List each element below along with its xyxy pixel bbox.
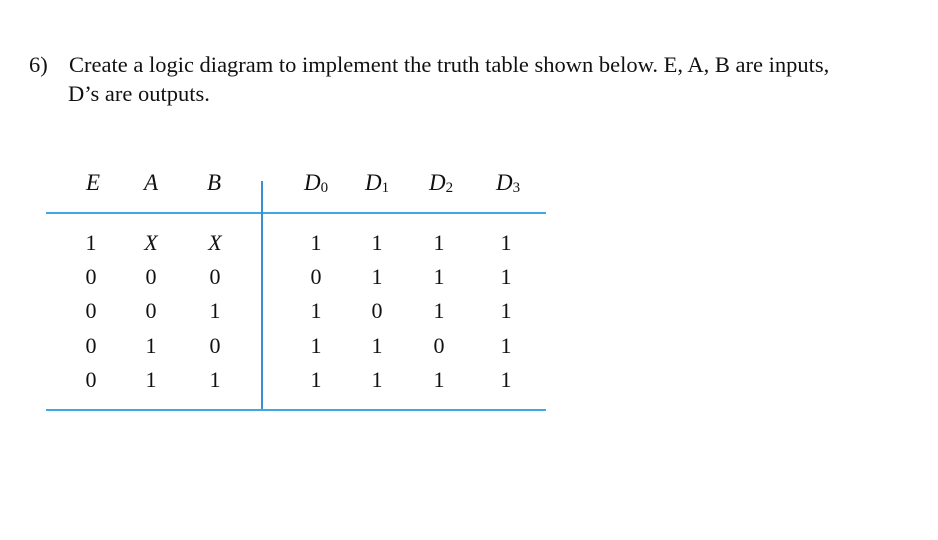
header-d0-letter: D [303,170,321,195]
header-d1 [365,171,389,198]
header-d3 [496,171,520,198]
row-3-e: 0 [85,333,97,358]
header-d3-letter: D [495,170,513,195]
row-4-d2: 1 [433,367,445,392]
row-4-d3: 1 [500,367,512,392]
row-0-d3: 1 [500,230,512,255]
row-2-b: 1 [209,298,221,323]
header-d2-letter: D [428,170,446,195]
row-0-b: X [208,230,222,255]
row-2-d0: 1 [310,298,322,323]
row-4-e: 0 [85,367,97,392]
header-d2-subscript: 2 [445,180,454,196]
row-1-d0: 0 [310,264,322,289]
header-d1-letter: D [364,170,382,195]
row-0-a: X [144,230,158,255]
row-4-d0: 1 [310,367,322,392]
row-3-d1: 1 [371,333,383,358]
row-2-d2: 1 [433,298,445,323]
row-1-b: 0 [209,264,221,289]
row-3-a: 1 [145,333,157,358]
row-0-e: 1 [85,230,97,255]
row-0-d1: 1 [371,230,383,255]
header-d0-subscript: 0 [320,180,329,196]
header-d2 [429,171,453,198]
row-2-e: 0 [85,298,97,323]
row-1-a: 0 [145,264,157,289]
row-0-d2: 1 [433,230,445,255]
row-3-b: 0 [209,333,221,358]
row-3-d2: 0 [433,333,445,358]
question-number: 6) [29,52,48,77]
table-column-divider [261,181,263,409]
row-1-e: 0 [85,264,97,289]
row-3-d3: 1 [500,333,512,358]
row-4-a: 1 [145,367,157,392]
row-2-d1: 0 [371,298,383,323]
header-a: A [143,170,159,195]
row-1-d1: 1 [371,264,383,289]
header-d1-subscript: 1 [381,180,390,196]
row-4-b: 1 [209,367,221,392]
header-d3-subscript: 3 [512,180,521,196]
header-b: B [206,170,222,195]
row-3-d0: 1 [310,333,322,358]
row-0-d0: 1 [310,230,322,255]
table-top-rule [46,212,546,214]
question-line-2: D’s are outputs. [68,81,210,106]
row-1-d2: 1 [433,264,445,289]
row-2-a: 0 [145,298,157,323]
row-1-d3: 1 [500,264,512,289]
row-4-d1: 1 [371,367,383,392]
table-bottom-rule [46,409,546,411]
question-line-1-text: Create a logic diagram to implement the truth table shown below. E, A, B are inputs, [69,52,830,77]
row-2-d3: 1 [500,298,512,323]
header-e: E [85,170,101,195]
header-d0 [304,171,328,198]
